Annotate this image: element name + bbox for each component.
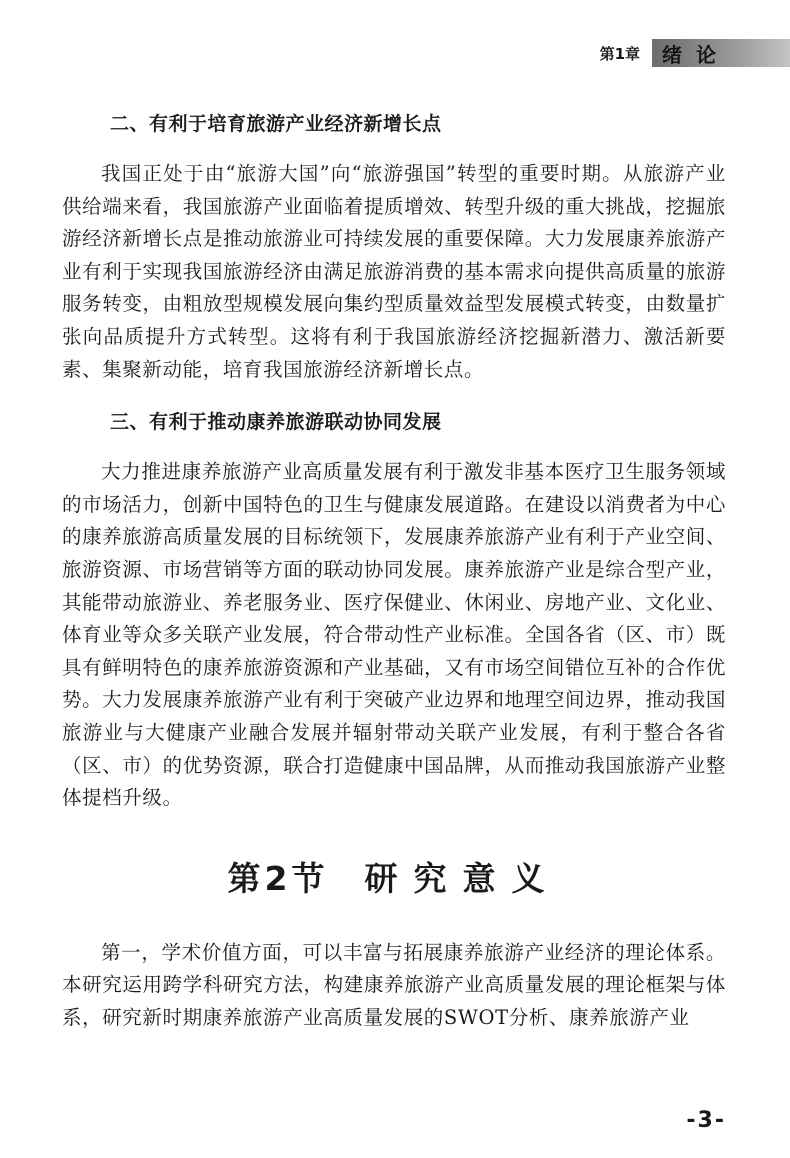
header-chapter-label: 第1章 bbox=[599, 44, 640, 63]
section-name: 研究意义 bbox=[364, 858, 561, 898]
page-content bbox=[62, 108, 726, 1054]
section-3-paragraph: 大力推进康养旅游产业高质量发展有利于激发非基本医疗卫生服务领域的市场活力，创新中国特色的卫生与健康发展道路。在建设以消费者为中心的康养旅游高质量发展的目标统领下，发展康养旅游产业有利于产业空间、旅游资源、市场营销等方面的联动协同发展。康养旅游产业是综合型产业，其能带动旅游业、养老服务业、医疗保健业、休闲业、房地产业、文化业、体育业等众多关联产业发展，符合带动性产业标准。全国各省（区、市）既具有鲜明特色的康养旅游资源和产业基础，又有市场空间错位互补的合作优势。大力发展康养旅游产业有利于突破产业边界和地理空间边界，推动我国旅游业与大健康产业融合发展并辐射带动关联产业发展，有利于整合各省（区、市）的优势资源，联合打造健康中国品牌，从而推动我国旅游产业整体提档升级。 bbox=[62, 460, 726, 810]
chapter-section-title bbox=[62, 855, 726, 903]
section-heading-2: 二、有利于培育旅游产业经济新增长点 bbox=[110, 113, 442, 135]
running-header bbox=[600, 38, 790, 68]
header-chapter-title: 绪论 bbox=[662, 42, 730, 67]
section-2-paragraph: 我国正处于由“旅游大国”向“旅游强国”转型的重要时期。从旅游产业供给端来看，我国旅游产业面临着提质增效、转型升级的重大挑战，挖掘旅游经济新增长点是推动旅游业可持续发展的重要保障。大力发展康养旅游产业有利于实现我国旅游经济由满足旅游消费的基本需求向提供高质量的旅游服务转变，由粗放型规模发展向集约型质量效益型发展模式转变，由数量扩张向品质提升方式转型。这将有利于我国旅游经济挖掘新潜力、激活新要素、集聚新动能，培育我国旅游经济新增长点。 bbox=[62, 162, 726, 381]
section-heading-3: 三、有利于推动康养旅游联动协同发展 bbox=[110, 411, 442, 434]
closing-paragraph: 第一，学术价值方面，可以丰富与拓展康养旅游产业经济的理论体系。本研究运用跨学科研究方法，构建康养旅游产业高质量发展的理论框架与体系，研究新时期康养旅游产业高质量发展的SWOT分析、康养旅游产业 bbox=[62, 940, 726, 1029]
header-title-band bbox=[652, 39, 790, 67]
page-number: -3- bbox=[686, 1108, 726, 1133]
section-number: 第2节 bbox=[227, 858, 329, 898]
